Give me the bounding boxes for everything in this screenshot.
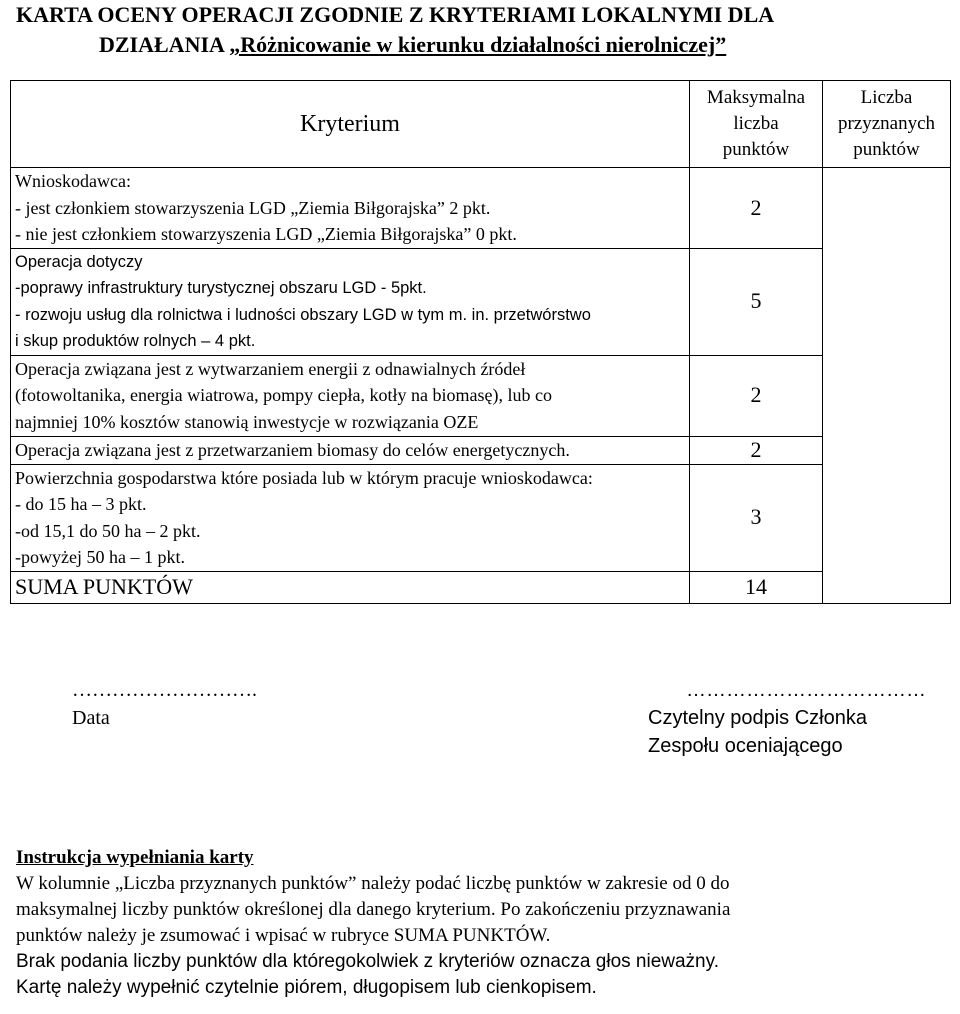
- criterion-line: i skup produktów rolnych – 4 pkt.: [15, 332, 256, 350]
- instructions-line: Brak podania liczby punktów dla któregokolwiek z kryteriów oznacza głos nieważny.: [16, 951, 719, 972]
- awarded-points-cell[interactable]: [823, 168, 951, 604]
- table-row: [11, 464, 951, 571]
- criterion-line: (fotowoltanika, energia wiatrowa, pompy ciepła, kotły na biomasę), lub co: [15, 385, 553, 406]
- criterion-line: - do 15 ha – 3 pkt.: [15, 494, 147, 514]
- header-awarded-line: punktów: [853, 139, 920, 160]
- header-criterion: Kryterium: [11, 81, 690, 168]
- member-signature-block: [648, 676, 948, 760]
- table-row: [11, 248, 951, 355]
- title-line-1: KARTA OCENY OPERACJI ZGODNIE Z KRYTERIAMI LOKALNYMI DLA: [16, 2, 775, 27]
- criterion-line: Powierzchnia gospodarstwa które posiada lub w którym pracuje wnioskodawca:: [15, 467, 593, 488]
- title-line-2-prefix: DZIAŁANIA: [99, 32, 230, 57]
- criterion-line: - jest członkiem stowarzyszenia LGD „Ziemia Biłgorajska” 2 pkt.: [15, 197, 491, 218]
- table-header-row: [11, 81, 951, 168]
- header-awarded-line: Liczba: [860, 87, 913, 108]
- sum-value: 14: [690, 571, 823, 603]
- document-title: [16, 0, 956, 60]
- criterion-line: - rozwoju usług dla rolnictwa i ludności obszary LGD w tym m. in. przetwórstwo: [15, 305, 591, 324]
- header-awarded-line: przyznanych: [837, 113, 936, 134]
- sum-row: [11, 571, 951, 603]
- instructions-line: punktów należy je zsumować i wpisać w rubryce SUMA PUNKTÓW.: [16, 925, 551, 946]
- instructions-line: Kartę należy wypełnić czytelnie piórem, długopisem lub cienkopisem.: [16, 977, 597, 998]
- signature-label-1: Czytelny podpis Członka: [648, 707, 867, 729]
- header-max-points-line: punktów: [722, 139, 790, 160]
- table-row: [11, 168, 951, 249]
- header-max-points-line: Maksymalna: [706, 87, 806, 108]
- date-signature-block: [72, 676, 292, 732]
- max-points-cell: 2: [690, 355, 823, 436]
- criterion-line: -powyżej 50 ha – 1 pkt.: [15, 547, 185, 567]
- criterion-cell: [11, 168, 690, 249]
- signature-dots: ………………………………: [686, 679, 926, 701]
- criterion-cell: [11, 248, 690, 355]
- criterion-line: - nie jest członkiem stowarzyszenia LGD „Ziemia Biłgorajska” 0 pkt.: [15, 224, 517, 244]
- criterion-line: -poprawy infrastruktury turystycznej obszaru LGD - 5pkt.: [15, 279, 427, 297]
- date-dots: ……………………….: [72, 679, 257, 701]
- instructions-line: maksymalnej liczby punktów określonej dla danego kryterium. Po zakończeniu przyznawania: [16, 899, 731, 920]
- instructions-heading: Instrukcja wypełniania karty: [16, 847, 254, 868]
- sum-label: SUMA PUNKTÓW: [11, 571, 690, 603]
- max-points-cell: 3: [690, 464, 823, 571]
- instructions: [16, 845, 946, 1001]
- criterion-cell: [11, 355, 690, 436]
- criterion-line: -od 15,1 do 50 ha – 2 pkt.: [15, 520, 201, 541]
- header-max-points: [690, 81, 823, 168]
- title-line-2: [16, 30, 956, 60]
- criterion-cell: [11, 464, 690, 571]
- max-points-cell: 2: [690, 168, 823, 249]
- criterion-line: Operacja związana jest z przetwarzaniem biomasy do celów energetycznych.: [15, 439, 570, 460]
- criterion-line: Wnioskodawca:: [15, 171, 131, 191]
- instructions-line: W kolumnie „Liczba przyznanych punktów” należy podać liczbę punktów w zakresie od 0 do: [16, 873, 730, 894]
- criterion-line: najmniej 10% kosztów stanowią inwestycje w rozwiązania OZE: [15, 411, 479, 432]
- max-points-cell: 2: [690, 436, 823, 464]
- date-label: Data: [72, 707, 110, 729]
- header-awarded-points: [823, 81, 951, 168]
- header-max-points-line: liczba: [733, 113, 779, 134]
- criterion-cell: [11, 436, 690, 464]
- criterion-line: Operacja dotyczy: [15, 252, 143, 271]
- title-line-2-name: „Różnicowanie w kierunku działalności nierolniczej”: [229, 32, 727, 57]
- signature-label-2: Zespołu oceniającego: [648, 735, 843, 757]
- table-row: [11, 355, 951, 436]
- criterion-line: Operacja związana jest z wytwarzaniem energii z odnawialnych źródeł: [15, 358, 526, 379]
- criteria-table: [10, 80, 951, 604]
- table-row: [11, 436, 951, 464]
- max-points-cell: 5: [690, 248, 823, 355]
